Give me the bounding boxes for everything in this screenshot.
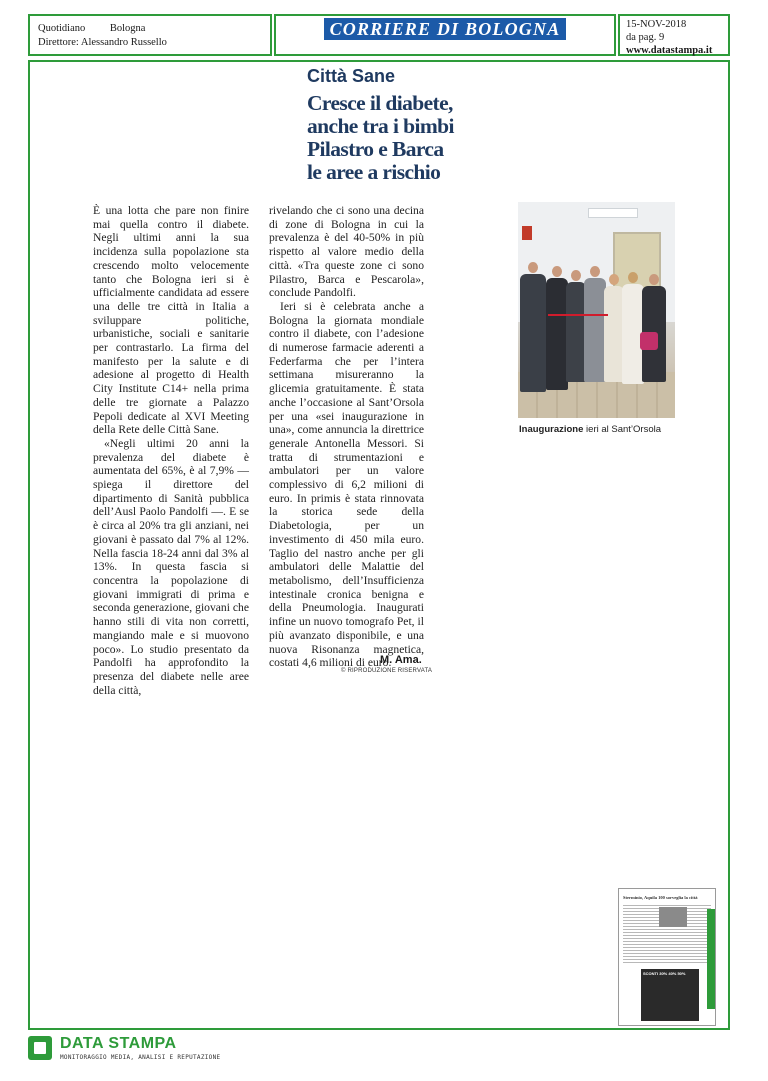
person-head (571, 270, 581, 281)
person-head (590, 266, 600, 277)
masthead-box (274, 14, 616, 56)
thumbnail-headline: Sterminio, Aquila 100 sorveglia la città (623, 895, 698, 900)
person-head (528, 262, 538, 273)
paper-type: Quotidiano (38, 23, 86, 34)
title-line: Pilastro e Barca (307, 137, 444, 161)
photo-ribbon (548, 314, 608, 316)
photo-caption (519, 424, 661, 435)
caption-text: ieri al Sant’Orsola (583, 424, 662, 435)
data-stampa-brand: DATA STAMPA (60, 1035, 177, 1052)
website-link[interactable]: www.datastampa.it (626, 45, 713, 56)
person-figure (584, 278, 606, 382)
photo-sign (588, 208, 638, 218)
date-box (618, 14, 730, 56)
person-figure (546, 278, 568, 390)
caption-bold: Inaugurazione (519, 424, 584, 435)
body-paragraph: «Negli ultimi 20 anni la prevalenza del diabete è aumentata del 65%, è al 7,9% — spiega il direttore del dipartimento di Sanità pubblica dell’Ausl Paolo Pandolfi —. E se è circa al 20% tra gli anziani, nei giovani è passato dal 7% al 12%. Nella fascia 18-24 anni dal 3% al 13%. In questa fascia si concentra la popolazione di giovani immigrati di prima e seconda generazione, giovani che hanno stili di vita non corretti, mangiando male e si muovono poco». Lo studio presentato da Pandolfi ha approfondito la presenza del diabete nelle aree della città, (93, 436, 249, 697)
page-thumbnail[interactable] (618, 888, 716, 1026)
person-figure (566, 282, 586, 382)
thumbnail-ad (641, 969, 699, 1021)
data-stampa-logo-icon (28, 1036, 52, 1060)
person-head (552, 266, 562, 277)
body-paragraph: Ieri si è celebrata anche a Bologna la giornata mondiale contro il diabete, con l’adesione di numerose farmacie aderenti a Federfarma che per l’intera settimana misureranno la glicemia gratuitamente. È stata anche l’occasione al Sant’Orsola per una «sei inaugurazione in una», come annuncia la direttrice generale Antonella Messori. Si tratta di strumentazioni e ambulatori per un valore complessivo di 6,2 milioni di euro. In primis è stata rinnovata la storica sede della Diabetologia, per un investimento di 450 mila euro. Taglio del nastro anche per gli ambulatori delle Malattie del metabolismo, dell’Insufficienza intestinale cronica benigna e della Pneumologia. Inaugurati infine un nuovo tomografo Pet, il più avanzato disponibile, e una nuova Risonanza magnetica, costati 4,6 milioni di euro. (269, 299, 424, 670)
title-line: Cresce il diabete, (307, 91, 453, 115)
person-head (628, 272, 638, 283)
person-head (649, 274, 659, 285)
paper-city: Bologna (109, 23, 146, 34)
issue-date: 15-NOV-2018 (626, 19, 687, 30)
body-paragraph: rivelando che ci sono una decina di zone di Bologna in cui la prevalenza è del 40-50% in più rispetto al valore medio della città. «Tra queste zone ci sono Pilastro, Barca e Pescarola», conclude Pandolfi. (269, 204, 424, 300)
person-figure (520, 274, 546, 392)
header-info-box (28, 14, 272, 56)
photo-handbag (640, 332, 658, 350)
person-figure (604, 286, 624, 382)
inauguration-photo (518, 202, 675, 418)
person-head (609, 274, 619, 285)
thumbnail-image (659, 907, 687, 927)
title-line: anche tra i bimbi (307, 114, 454, 138)
thumbnail-green-bar (707, 909, 715, 1009)
copyright-notice: © RIPRODUZIONE RISERVATA (341, 668, 433, 674)
article-column-1 (93, 204, 249, 697)
thumbnail-ad-text: SCONTI 30% 40% 50% (643, 971, 686, 976)
section-kicker: Città Sane (307, 66, 396, 86)
masthead-logo: CORRIERE DI BOLOGNA (324, 18, 567, 40)
body-paragraph: È una lotta che pare non finire mai quella contro il diabete. Negli ultimi anni la sua incidenza sulla popolazione sta crescendo molto velocemente tanto che Bologna ieri si è ufficialmente candidata ad essere una delle tre città in Italia a sviluppare politiche, urbanistiche, sociali e sanitarie per contrastarlo. La firma del manifesto per la salute e di adesione al progetto di Health City Institute C14+ nella prima delle tre giornate a Palazzo Pepoli dedicate al XVI Meeting della Rete delle Città Sane. (93, 204, 249, 437)
data-stampa-tagline: MONITORAGGIO MEDIA, ANALISI E REPUTAZIONE (60, 1054, 221, 1061)
article-column-2 (269, 204, 424, 670)
director-line: Direttore: Alessandro Russello (38, 37, 167, 48)
photo-red-sign (522, 226, 532, 240)
title-line: le aree a rischio (307, 160, 441, 184)
author-byline: M. Ama. (380, 654, 422, 666)
article-title (307, 92, 477, 184)
page-reference: da pag. 9 (626, 32, 665, 43)
